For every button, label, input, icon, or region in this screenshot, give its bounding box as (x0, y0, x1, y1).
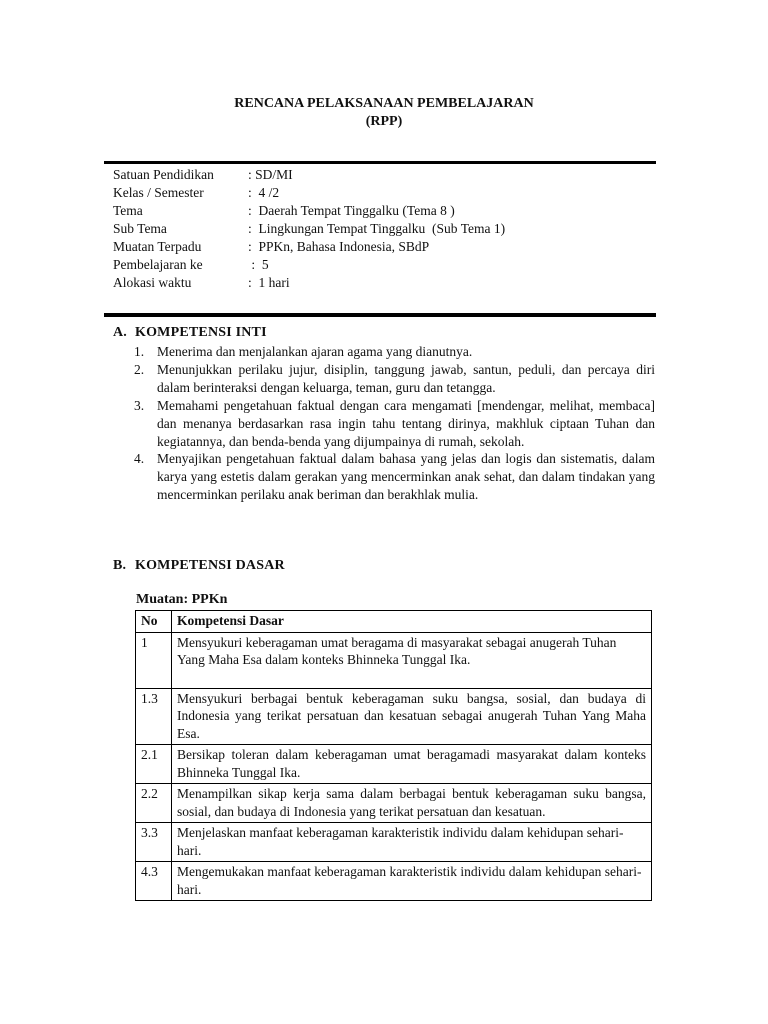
identity-value: : Daerah Tempat Tinggalku (Tema 8 ) (248, 203, 455, 218)
identity-label: Kelas / Semester (113, 185, 204, 200)
table-row (136, 632, 652, 688)
header-kompetensi-dasar: Kompetensi Dasar (172, 611, 652, 633)
item-text: Menerima dan menjalankan ajaran agama yang dianutnya. (157, 344, 473, 359)
item-text: Memahami pengetahuan faktual dengan cara mengamati [mendengar, melihat, membaca] dan menanya berdasarkan rasa ingin tahu tentang dirinya, makhluk ciptaan Tuhan dan kegiatannya, dan benda-benda yang dijumpainya di rumah, sekolah. (157, 397, 655, 449)
section-divider (104, 313, 656, 317)
identity-block (113, 166, 653, 292)
header-no: No (136, 611, 172, 633)
row-number: 2.1 (136, 745, 172, 784)
identity-row (113, 166, 653, 184)
identity-label: Pembelajaran ke (113, 257, 203, 272)
item-number: 4. (134, 451, 145, 467)
item-number: 3. (134, 397, 145, 413)
section-b-heading (113, 558, 285, 574)
document-title: RENCANA PELAKSANAAN PEMBELAJARAN (234, 96, 534, 111)
section-title: KOMPETENSI DASAR (135, 558, 285, 573)
identity-value: : SD/MI (248, 167, 293, 182)
row-text: Mensyukuri berbagai bentuk keberagaman suku bangsa, sosial, dan budaya di Indonesia yang terikat persatuan dan kesatuan sebagai anugerah Tuhan Yang Maha Esa. (172, 688, 652, 745)
section-a-heading (113, 325, 267, 341)
identity-value: : 5 (248, 257, 269, 272)
row-number: 1 (136, 632, 172, 688)
muatan-label: Muatan: PPKn (136, 592, 228, 607)
item-text: Menyajikan pengetahuan faktual dalam bahasa yang jelas dan logis dan sistematis, dalam karya yang estetis dalam gerakan yang mencerminkan anak sehat, dan dalam tindakan yang mencerminkan perilaku anak beriman dan berakhlak mulia. (157, 451, 655, 503)
identity-value: : 1 hari (248, 275, 290, 290)
identity-value: : 4 /2 (248, 185, 280, 200)
identity-row (113, 238, 653, 256)
table-row (136, 823, 652, 862)
kompetensi-dasar-table (135, 610, 652, 901)
list-item (134, 343, 655, 361)
identity-row (113, 220, 653, 238)
section-title: KOMPETENSI INTI (135, 325, 267, 340)
kompetensi-inti-list (134, 343, 655, 504)
item-number: 2. (134, 361, 145, 377)
row-text: Menjelaskan manfaat keberagaman karakteristik individu dalam kehidupan sehari-hari. (172, 823, 652, 862)
row-text: Mengemukakan manfaat keberagaman karakteristik individu dalam kehidupan sehari-hari. (172, 862, 652, 901)
list-item (134, 397, 655, 451)
section-letter: B. (113, 558, 127, 573)
identity-value: : Lingkungan Tempat Tinggalku (Sub Tema 1) (248, 221, 506, 236)
identity-row (113, 274, 653, 292)
row-text: Mensyukuri keberagaman umat beragama di masyarakat sebagai anugerah Tuhan Yang Maha Esa dalam konteks Bhinneka Tunggal Ika. (172, 632, 652, 688)
row-number: 4.3 (136, 862, 172, 901)
table-row (136, 862, 652, 901)
item-text: Menunjukkan perilaku jujur, disiplin, tanggung jawab, santun, peduli, dan percaya diri dalam berinteraksi dengan keluarga, teman, guru dan tetangga. (157, 361, 655, 395)
identity-row (113, 202, 653, 220)
row-number: 1.3 (136, 688, 172, 745)
document-subtitle: (RPP) (365, 114, 403, 129)
list-item (134, 450, 655, 504)
row-number: 3.3 (136, 823, 172, 862)
row-text: Menampilkan sikap kerja sama dalam berbagai bentuk keberagaman suku bangsa, sosial, dan budaya di Indonesia yang terikat persatuan dan kesatuan. (172, 784, 652, 823)
table-row (136, 784, 652, 823)
identity-row (113, 256, 653, 274)
identity-label: Sub Tema (113, 221, 167, 236)
table-header-row (136, 611, 652, 633)
row-text: Bersikap toleran dalam keberagaman umat beragamadi masyarakat dalam konteks Bhinneka Tunggal Ika. (172, 745, 652, 784)
identity-label: Muatan Terpadu (113, 239, 202, 254)
identity-row (113, 184, 653, 202)
identity-value: : PPKn, Bahasa Indonesia, SBdP (248, 239, 430, 254)
identity-label: Tema (113, 203, 143, 218)
section-letter: A. (113, 325, 128, 340)
table-row (136, 745, 652, 784)
identity-label: Satuan Pendidikan (113, 167, 214, 182)
table-row (136, 688, 652, 745)
list-item (134, 361, 655, 397)
identity-label: Alokasi waktu (113, 275, 192, 290)
item-number: 1. (134, 344, 145, 359)
top-divider (104, 161, 656, 164)
row-number: 2.2 (136, 784, 172, 823)
